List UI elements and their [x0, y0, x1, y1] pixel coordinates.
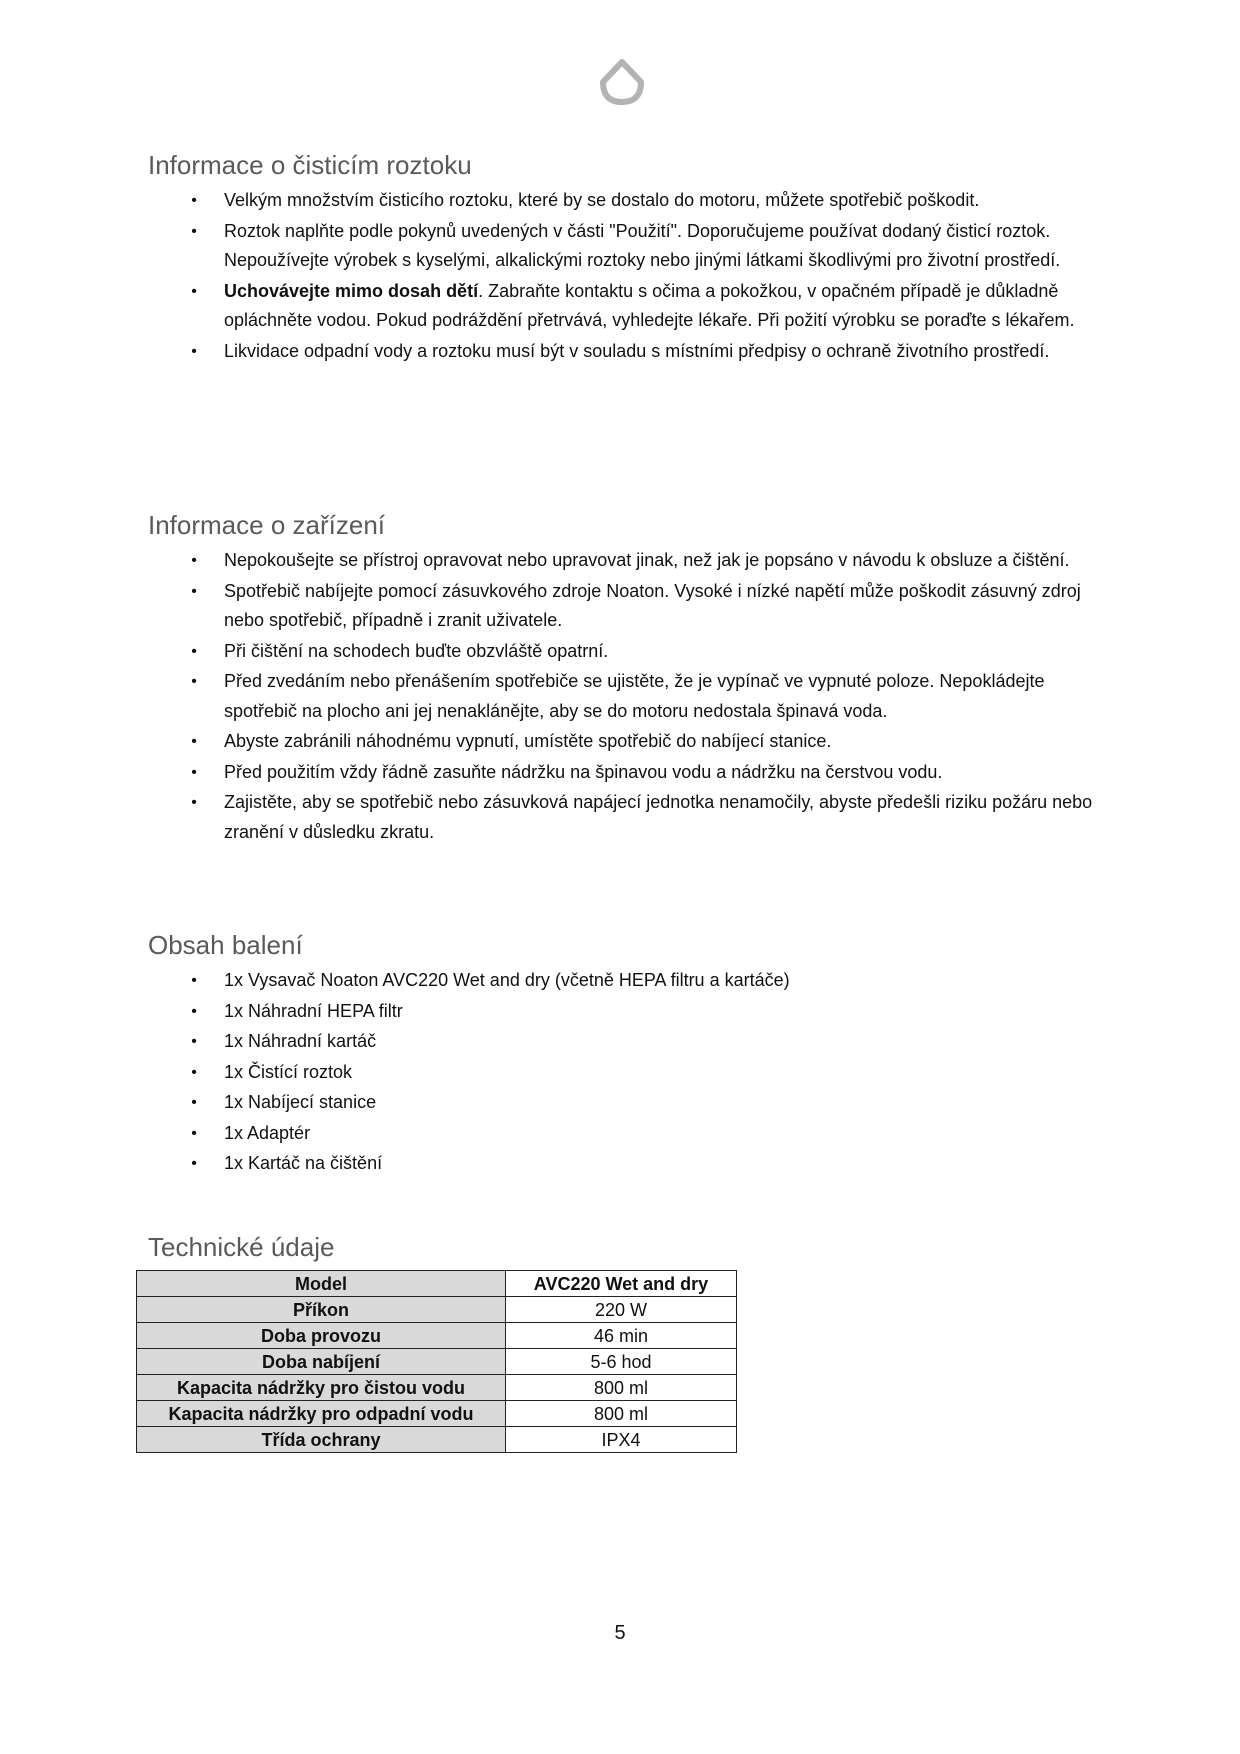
list-item: • Uchovávejte mimo dosah dětí. Zabraňte kontaktu s očima a pokožkou, v opačném případě je důkladně opláchněte vodou. Pokud podráždění přetrvává, vyhledejte lékaře. Při požití výrobku se poraďte s lékařem. [148, 277, 1108, 336]
bullet-icon: • [191, 733, 197, 750]
spec-label: Doba nabíjení [137, 1349, 506, 1375]
list-item: • 1x Adaptér [148, 1119, 1108, 1149]
warning-bold-text: Uchovávejte mimo dosah dětí [224, 280, 479, 301]
spec-value: 800 ml [506, 1401, 737, 1427]
noaton-logo-icon [597, 58, 647, 108]
spec-label: Kapacita nádržky pro čistou vodu [137, 1375, 506, 1401]
list-item: • 1x Vysavač Noaton AVC220 Wet and dry (včetně HEPA filtru a kartáče) [148, 966, 1108, 996]
table-row [137, 1271, 737, 1297]
list-item: • Velkým množstvím čisticího roztoku, které by se dostalo do motoru, můžete spotřebič poškodit. [148, 186, 1108, 216]
bullet-icon: • [191, 282, 197, 300]
bullet-icon: • [191, 582, 197, 600]
section-title: Obsah balení [148, 930, 303, 960]
bullet-icon: • [191, 552, 197, 569]
list-item: • Před zvedáním nebo přenášením spotřebiče se ujistěte, že je vypínač ve vypnuté poloze. Nepokládejte spotřebič na plocho ani jej nenaklánějte, aby se do motoru nedostala špinavá voda. [148, 667, 1108, 726]
device-info-section [148, 508, 1108, 848]
bullet-icon: • [191, 342, 197, 360]
specs-table [136, 1270, 737, 1453]
list-item: • 1x Náhradní HEPA filtr [148, 997, 1108, 1027]
page-number: 5 [614, 1622, 626, 1644]
bullet-list [148, 186, 1108, 366]
spec-label: Kapacita nádržky pro odpadní vodu [137, 1401, 506, 1427]
list-item: • 1x Náhradní kartáč [148, 1027, 1108, 1057]
bullet-icon: • [191, 222, 197, 240]
bullet-list [148, 966, 1108, 1179]
list-item: • Spotřebič nabíjejte pomocí zásuvkového zdroje Noaton. Vysoké i nízké napětí může poškodit zásuvný zdroj nebo spotřebič, případně i zranit uživatele. [148, 577, 1108, 636]
bullet-icon: • [191, 1094, 197, 1111]
list-item: • 1x Nabíjecí stanice [148, 1088, 1108, 1118]
bullet-icon: • [191, 642, 197, 660]
table-row [137, 1427, 737, 1453]
spec-value: AVC220 Wet and dry [506, 1271, 737, 1297]
list-item: • Nepokoušejte se přístroj opravovat nebo upravovat jinak, než jak je popsáno v návodu k obsluze a čištění. [148, 546, 1108, 576]
bullet-icon: • [191, 763, 197, 781]
bullet-icon: • [191, 972, 197, 989]
list-item: • Při čištění na schodech buďte obzvláště opatrní. [148, 637, 1108, 667]
cleaning-solution-section [148, 148, 1108, 367]
section-title: Informace o čisticím roztoku [148, 150, 472, 180]
spec-value: IPX4 [506, 1427, 737, 1453]
bullet-icon: • [191, 192, 197, 209]
technical-specs-section [148, 1230, 1108, 1453]
spec-value: 5-6 hod [506, 1349, 737, 1375]
list-item: • Roztok naplňte podle pokynů uvedených v části "Použití". Doporučujeme používat dodaný čisticí roztok. Nepoužívejte výrobek s kyselými, alkalickými roztoky nebo jinými látkami škodlivými pro životní prostředí. [148, 217, 1108, 276]
section-title: Informace o zařízení [148, 510, 385, 540]
table-row [137, 1297, 737, 1323]
spec-label: Model [137, 1271, 506, 1297]
bullet-icon: • [191, 794, 197, 811]
list-item: • Likvidace odpadní vody a roztoku musí být v souladu s místními předpisy o ochraně životního prostředí. [148, 337, 1108, 367]
bullet-icon: • [191, 1002, 197, 1020]
list-item: • 1x Kartáč na čištění [148, 1149, 1108, 1179]
bullet-icon: • [191, 1124, 197, 1142]
table-row [137, 1375, 737, 1401]
table-row [137, 1401, 737, 1427]
table-row [137, 1349, 737, 1375]
list-item: • 1x Čistící roztok [148, 1058, 1108, 1088]
bullet-icon: • [191, 1063, 197, 1081]
list-item: • Zajistěte, aby se spotřebič nebo zásuvková napájecí jednotka nenamočily, abyste předešli riziku požáru nebo zranění v důsledku zkratu. [148, 788, 1108, 847]
bullet-icon: • [191, 673, 197, 690]
spec-label: Třída ochrany [137, 1427, 506, 1453]
table-row [137, 1323, 737, 1349]
spec-label: Doba provozu [137, 1323, 506, 1349]
spec-value: 220 W [506, 1297, 737, 1323]
spec-value: 46 min [506, 1323, 737, 1349]
section-title: Technické údaje [148, 1232, 335, 1262]
list-item: • Abyste zabránili náhodnému vypnutí, umístěte spotřebič do nabíjecí stanice. [148, 727, 1108, 757]
bullet-icon: • [191, 1033, 197, 1050]
spec-value: 800 ml [506, 1375, 737, 1401]
spec-label: Příkon [137, 1297, 506, 1323]
list-item: • Před použitím vždy řádně zasuňte nádržku na špinavou vodu a nádržku na čerstvou vodu. [148, 758, 1108, 788]
bullet-list [148, 546, 1108, 847]
bullet-icon: • [191, 1155, 197, 1172]
package-contents-section [148, 928, 1108, 1180]
